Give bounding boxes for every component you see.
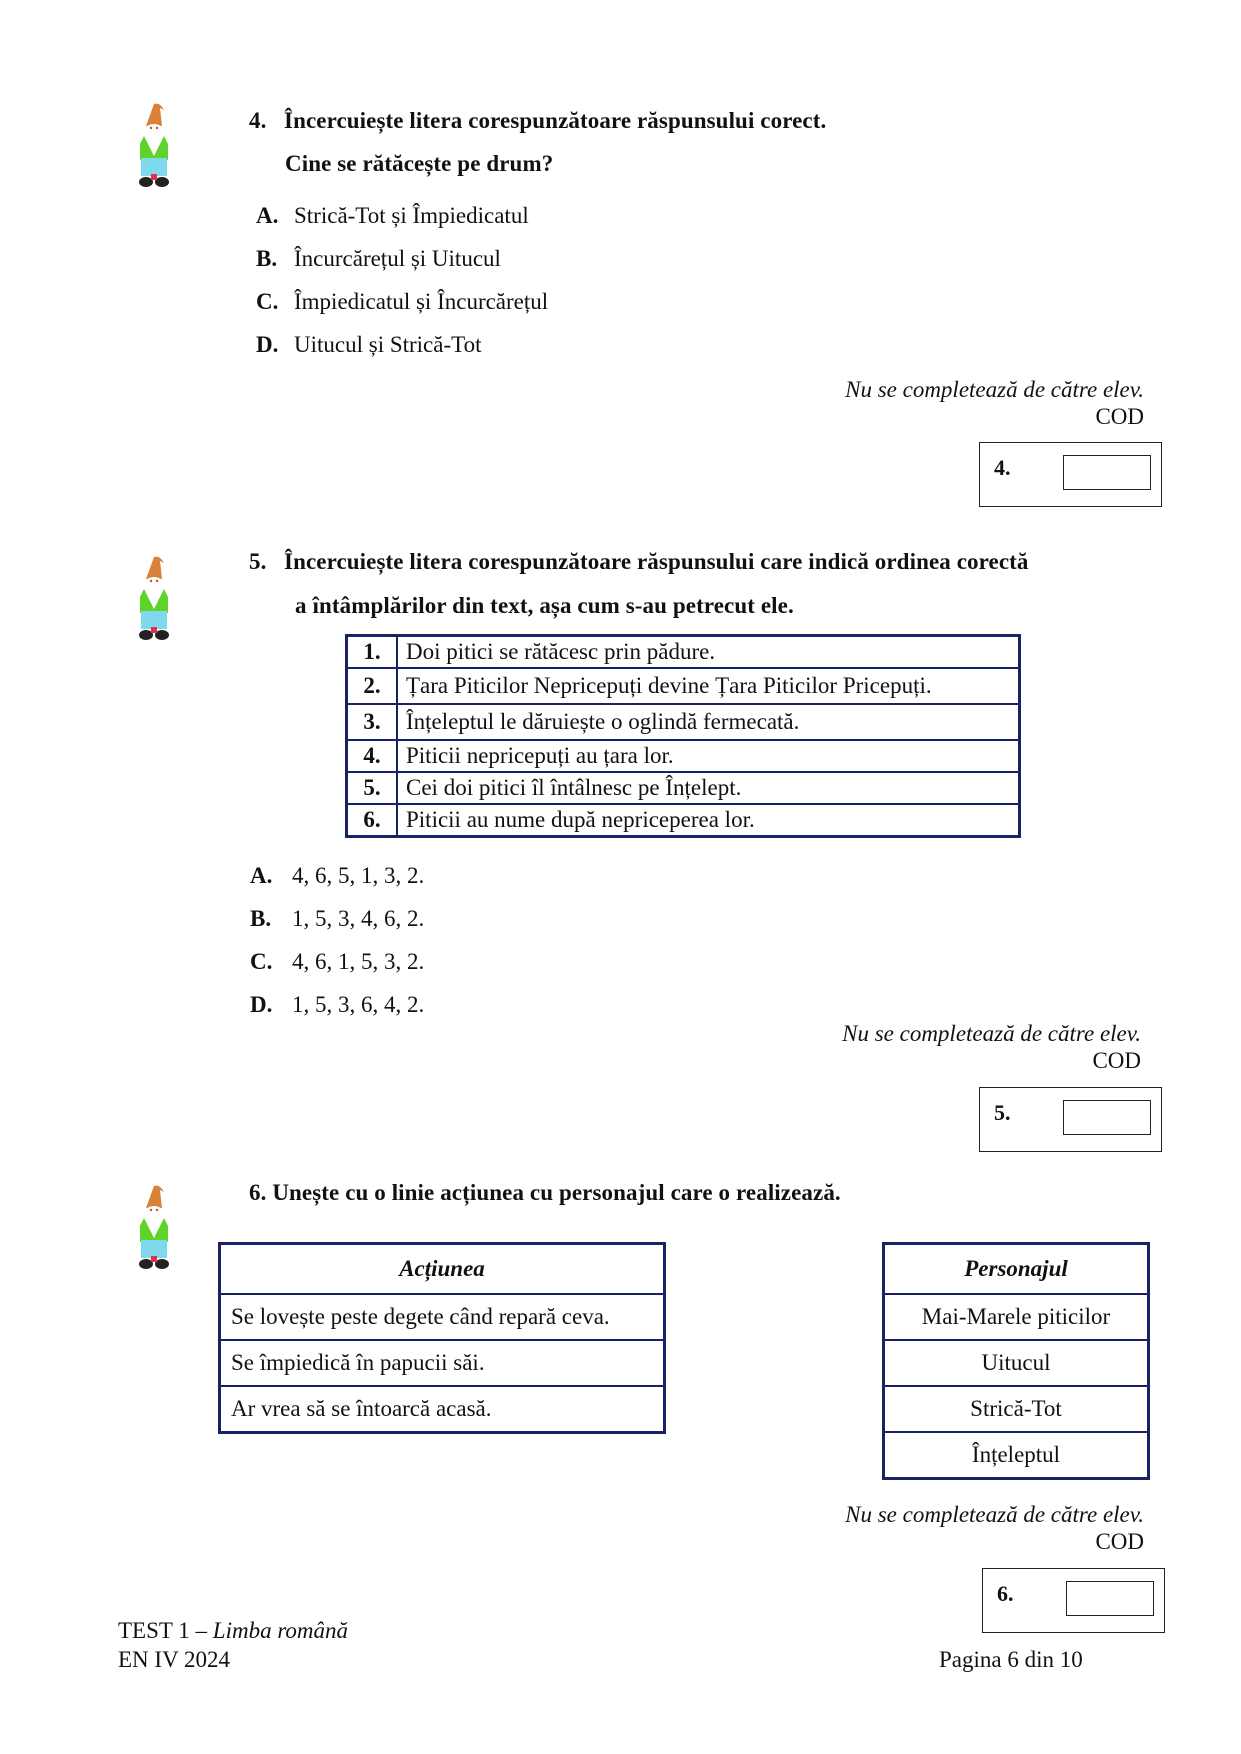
option-b[interactable]: B. Încurcărețul și Uitucul — [256, 246, 501, 271]
table-row: 4. Piticii nepricepuți au țara lor. — [347, 740, 1020, 772]
footer-test-title: TEST 1 – Limba română — [118, 1618, 349, 1643]
table-row[interactable] — [220, 1340, 665, 1386]
table-row[interactable] — [220, 1386, 665, 1432]
table-row: 1. Doi pitici se rătăcesc prin pădure. — [347, 636, 1020, 669]
actions-table — [218, 1242, 666, 1434]
grading-note: Nu se completează de către elev. — [845, 377, 1144, 402]
footer-page-number: Pagina 6 din 10 — [939, 1647, 1083, 1672]
option-a[interactable]: A. 4, 6, 5, 1, 3, 2. — [250, 863, 425, 888]
footer-exam: EN IV 2024 — [118, 1647, 231, 1672]
question-6-title — [249, 1180, 841, 1206]
cod-label: COD — [1095, 1529, 1144, 1554]
table-row[interactable] — [884, 1340, 1149, 1386]
question-instruction: Unește cu o linie acțiunea cu personajul care o realizează. — [272, 1180, 841, 1205]
character-item[interactable]: Înțeleptul — [884, 1432, 1149, 1478]
table-row: 2. Țara Piticilor Nepricepuți devine Țara Piticilor Pricepuți. — [347, 668, 1020, 704]
grading-box-label: 4. — [994, 455, 1011, 480]
option-c[interactable]: C. 4, 6, 1, 5, 3, 2. — [250, 949, 425, 974]
grading-score-field — [1063, 455, 1151, 490]
grading-box-label: 5. — [994, 1100, 1011, 1125]
grading-box — [979, 442, 1162, 507]
question-5-instruction-line2: a întâmplărilor din text, așa cum s-au petrecut ele. — [295, 593, 794, 618]
grading-score-field — [1066, 1581, 1154, 1616]
grading-box-label: 6. — [997, 1581, 1014, 1606]
grading-note: Nu se completează de către elev. — [842, 1021, 1141, 1046]
table-row[interactable] — [884, 1432, 1149, 1478]
option-b[interactable]: B. 1, 5, 3, 4, 6, 2. — [250, 906, 425, 931]
table-row[interactable] — [220, 1294, 665, 1340]
grading-score-field — [1063, 1100, 1151, 1135]
question-number: 6. — [249, 1180, 267, 1205]
option-d[interactable]: D. 1, 5, 3, 6, 4, 2. — [250, 992, 425, 1017]
table-row: 5. Cei doi pitici îl întâlnesc pe Înțelept. — [347, 772, 1020, 804]
gnome-icon — [134, 1182, 174, 1274]
action-item[interactable]: Se lovește peste degete când repară ceva. — [220, 1294, 665, 1340]
option-c[interactable]: C. Împiedicatul și Încurcărețul — [256, 289, 549, 314]
gnome-icon — [134, 100, 174, 192]
character-item[interactable]: Mai-Marele piticilor — [884, 1294, 1149, 1340]
character-item[interactable]: Uitucul — [884, 1340, 1149, 1386]
cod-label: COD — [1095, 404, 1144, 429]
question-4-subquestion: Cine se rătăcește pe drum? — [285, 151, 554, 176]
question-instruction: Încercuiește litera corespunzătoare răspunsului care indică ordinea corectă — [284, 549, 1029, 574]
question-number: 5. — [249, 549, 267, 574]
table-row: 3. Înțeleptul le dăruiește o oglindă fermecată. — [347, 704, 1020, 740]
cod-label: COD — [1092, 1048, 1141, 1073]
action-item[interactable]: Ar vrea să se întoarcă acasă. — [220, 1386, 665, 1432]
question-instruction: Încercuiește litera corespunzătoare răspunsului corect. — [284, 108, 827, 133]
question-number: 4. — [249, 108, 267, 133]
table-row[interactable] — [884, 1386, 1149, 1432]
question-4-title — [249, 108, 826, 134]
table-row[interactable] — [884, 1294, 1149, 1340]
action-item[interactable]: Se împiedică în papucii săi. — [220, 1340, 665, 1386]
option-d[interactable]: D. Uitucul și Strică-Tot — [256, 332, 482, 357]
gnome-icon — [134, 553, 174, 645]
grading-box — [982, 1568, 1165, 1633]
character-item[interactable]: Strică-Tot — [884, 1386, 1149, 1432]
events-table — [345, 634, 1021, 838]
grading-box — [979, 1087, 1162, 1152]
characters-header: Personajul — [884, 1244, 1149, 1295]
option-a[interactable]: A. Strică-Tot și Împiedicatul — [256, 203, 529, 228]
actions-header: Acțiunea — [220, 1244, 665, 1295]
characters-table — [882, 1242, 1150, 1480]
question-5-title — [249, 549, 1029, 575]
grading-note: Nu se completează de către elev. — [845, 1502, 1144, 1527]
table-row: 6. Piticii au nume după nepriceperea lor. — [347, 804, 1020, 837]
